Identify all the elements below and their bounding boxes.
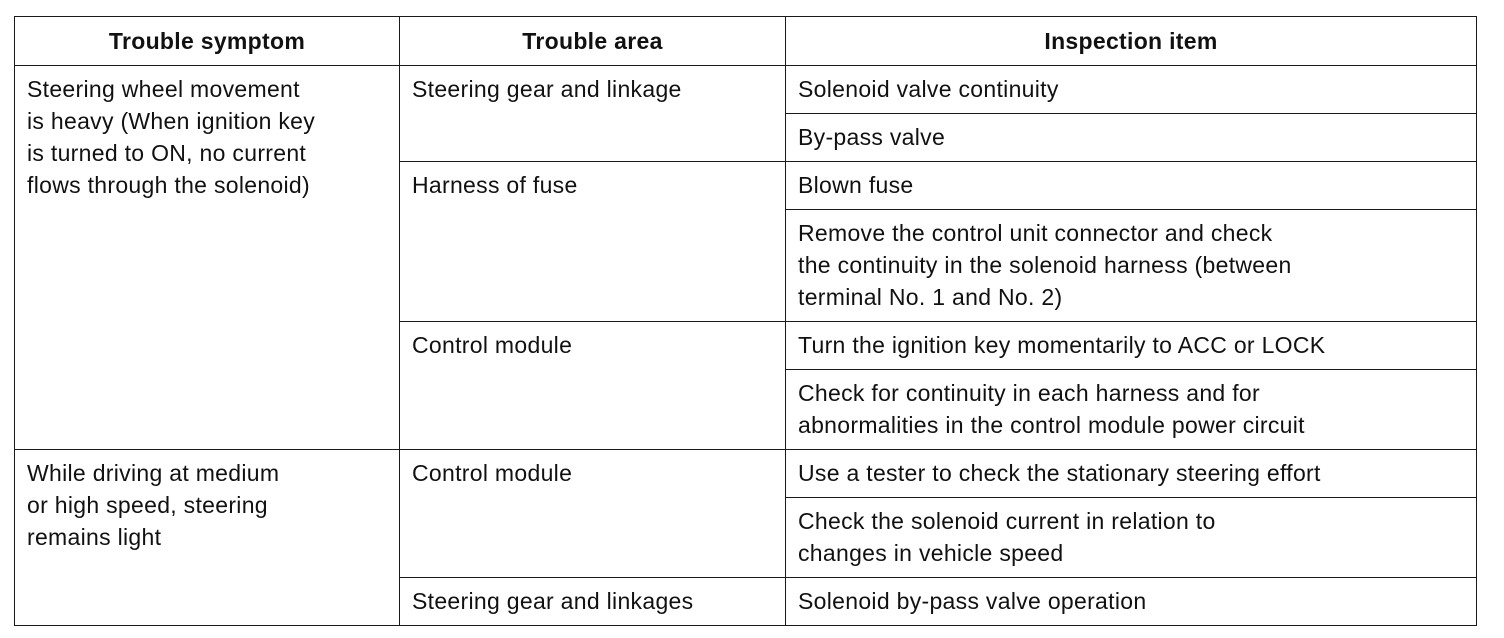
header-row [15,17,1477,66]
table-row [15,66,1477,114]
symptom-text: Steering wheel movement is heavy (When ignition key is turned to ON, no current flows through the solenoid) [27,76,316,198]
item-text: Check the solenoid current in relation to changes in vehicle speed [798,508,1216,566]
item-text: By-pass valve [798,124,946,150]
item-cell [786,114,1477,162]
symptom-cell [15,450,400,626]
trouble-diagnosis-table [14,16,1477,626]
item-cell [786,322,1477,370]
header-trouble-area: Trouble area [400,17,786,66]
item-text: Solenoid valve continuity [798,76,1059,102]
header-trouble-symptom: Trouble symptom [15,17,400,66]
item-text: Use a tester to check the stationary steering effort [798,460,1321,486]
item-cell [786,450,1477,498]
item-text: Check for continuity in each harness and for abnormalities in the control module power circuit [798,380,1305,438]
area-text: Steering gear and linkage [412,76,682,102]
item-cell [786,210,1477,322]
area-cell [400,66,786,162]
item-text: Blown fuse [798,172,914,198]
item-cell [786,498,1477,578]
area-text: Control module [412,332,573,358]
item-cell [786,578,1477,626]
symptom-text: While driving at medium or high speed, steering remains light [27,460,280,550]
area-cell [400,162,786,322]
area-cell [400,578,786,626]
table-row [15,450,1477,498]
area-cell [400,322,786,450]
header-inspection-item: Inspection item [786,17,1477,66]
item-cell [786,370,1477,450]
item-text: Turn the ignition key momentarily to ACC or LOCK [798,332,1326,358]
area-text: Harness of fuse [412,172,578,198]
area-text: Steering gear and linkages [412,588,694,614]
item-text: Solenoid by-pass valve operation [798,588,1147,614]
area-cell [400,450,786,578]
symptom-cell [15,66,400,450]
item-text: Remove the control unit connector and check the continuity in the solenoid harness (between terminal No. 1 and No. 2) [798,220,1292,310]
area-text: Control module [412,460,573,486]
item-cell [786,66,1477,114]
item-cell [786,162,1477,210]
